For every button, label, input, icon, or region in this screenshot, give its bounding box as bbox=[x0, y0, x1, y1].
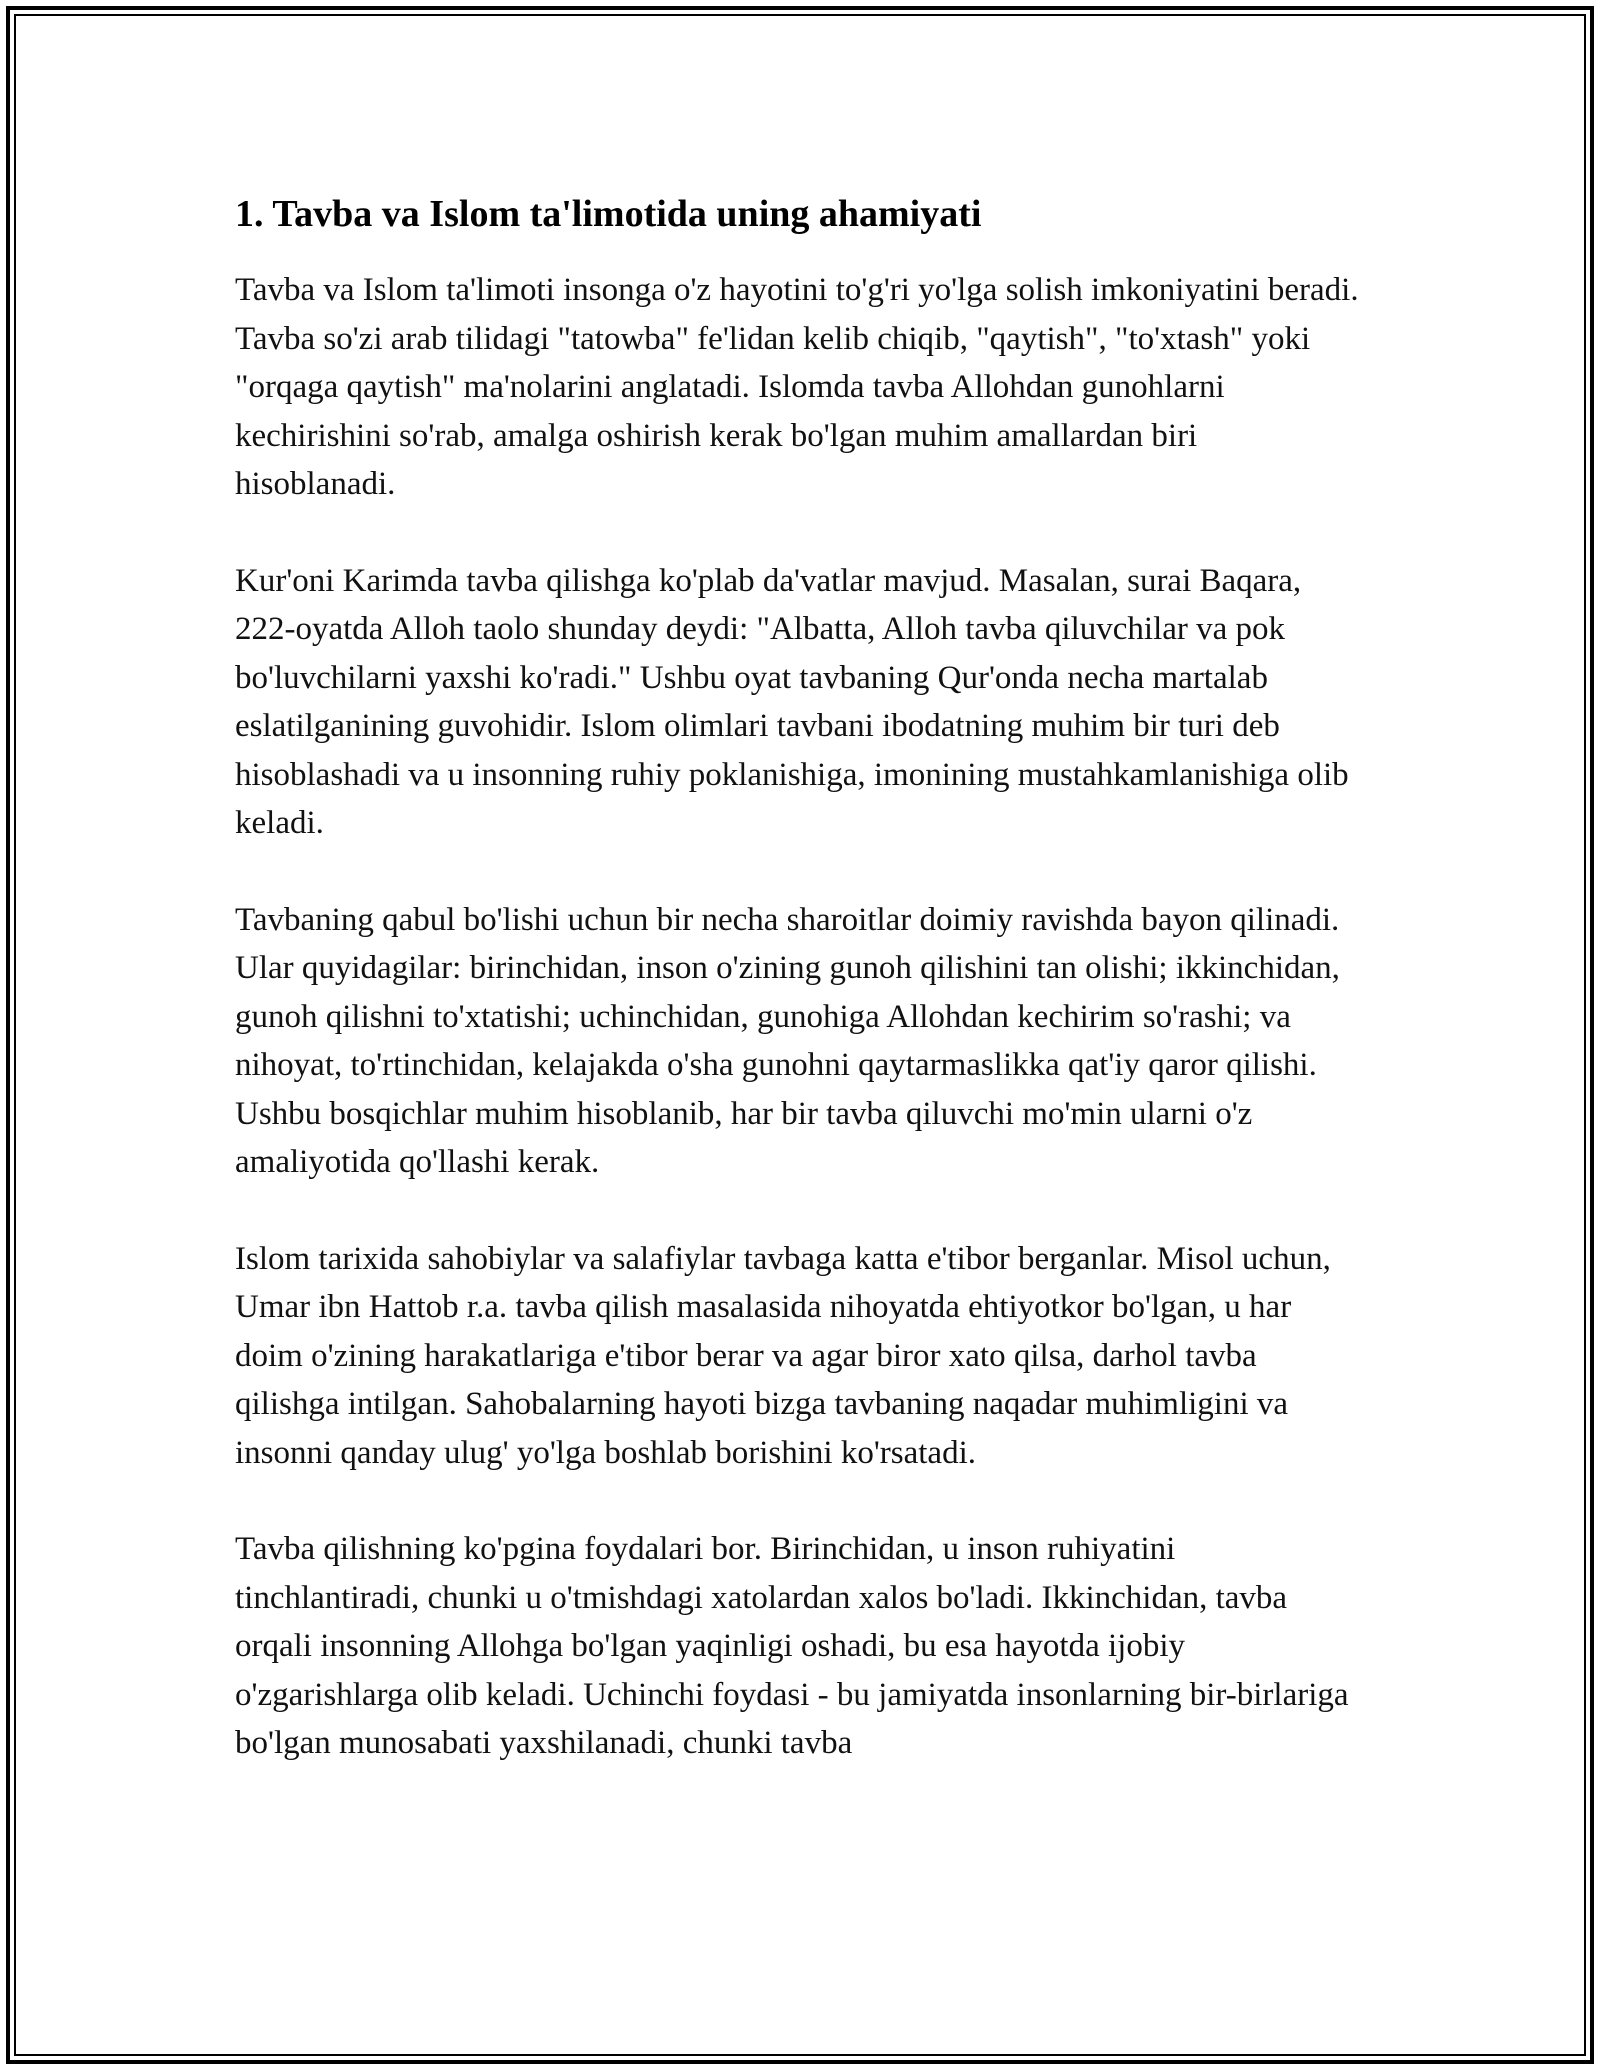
paragraph-5: Tavba qilishning ko'pgina foydalari bor. Birinchidan, u inson ruhiyatini tinchlantiradi, chunki u o'tmishdagi xatolardan xalos bo'ladi. Ikkinchidan, tavba orqali insonning Allohga bo'lgan yaqinligi oshadi, bu esa hayotda ijobiy o'zgarishlarga olib keladi. Uchinchi foydasi - bu jamiyatda insonlarning bir-birlariga bo'lgan munosabati yaxshilanadi, chunki tavba bbox=[235, 1531, 1349, 1761]
document-body bbox=[235, 188, 1365, 1816]
paragraph-1: Tavba va Islom ta'limoti insonga o'z hayotini to'g'ri yo'lga solish imkoniyatini beradi. Tavba so'zi arab tilidagi "tatowba" fe'lidan kelib chiqib, "qaytish", "to'xtash" yoki "orqaga qaytish" ma'nolarini anglatadi. Islomda tavba Allohdan gunohlarni kechirishini so'rab, amalga oshirish kerak bo'lgan muhim amallardan biri hisoblanadi. bbox=[235, 272, 1359, 502]
paragraph-4: Islom tarixida sahobiylar va salafiylar tavbaga katta e'tibor berganlar. Misol uchun, Umar ibn Hattob r.a. tavba qilish masalasida nihoyatda ehtiyotkor bo'lgan, u har doim o'zining harakatlariga e'tibor berar va agar biror xato qilsa, darhol tavba qilishga intilgan. Sahobalarning hayoti bizga tavbaning naqadar muhimligini va insonni qanday ulug' yo'lga boshlab borishini ko'rsatadi. bbox=[235, 1240, 1331, 1471]
paragraph-2: Kur'oni Karimda tavba qilishga ko'plab da'vatlar mavjud. Masalan, surai Baqara, 222-oyatda Alloh taolo shunday deydi: "Albatta, Alloh tavba qiluvchilar va pok bo'luvchilarni yaxshi ko'radi." Ushbu oyat tavbaning Qur'onda necha martalab eslatilganining guvohidir. Islom olimlari tavbani ibodatning muhim bir turi deb hisoblashadi va u insonning ruhiy poklanishiga, imonining mustahkamlanishiga olib keladi. bbox=[235, 562, 1349, 841]
paragraph-3: Tavbaning qabul bo'lishi uchun bir necha sharoitlar doimiy ravishda bayon qilinadi. Ular quyidagilar: birinchidan, inson o'zining gunoh qilishini tan olishi; ikkinchidan, gunoh qilishni to'xtatishi; uchinchidan, gunohiga Allohdan kechirim so'rashi; va nihoyat, to'rtinchidan, kelajakda o'sha gunohni qaytarmaslikka qat'iy qaror qilishi. Ushbu bosqichlar muhim hisoblanib, har bir tavba qiluvchi mo'min ularni o'z amaliyotida qo'llashi kerak. bbox=[235, 901, 1340, 1180]
section-heading: 1. Tavba va Islom ta'limotida uning ahamiyati bbox=[235, 193, 982, 235]
